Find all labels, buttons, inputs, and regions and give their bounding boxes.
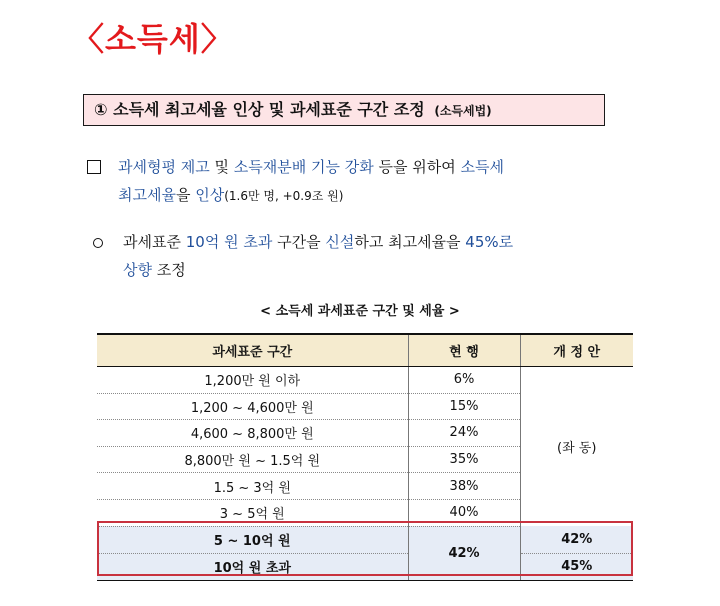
current-rate-cell: 38% [408,473,520,500]
point2-line1 [123,229,513,255]
bracket-cell: 4,600 ~ 8,800만 원 [97,420,408,447]
bracket-cell: 1.5 ~ 3억 원 [97,473,408,500]
bracket-cell: 10억 원 초과 [97,553,408,580]
point1-text: 인상 [195,186,225,204]
point2-text: 하고 최고세율을 [354,233,466,251]
point1-text: 최고세율 [118,186,176,204]
current-rate-cell: 6% [408,367,520,394]
point2-text: 과세표준 [123,233,186,251]
point1-text: 을 [175,186,196,204]
current-rate-cell: 15% [408,393,520,420]
highlight-row [97,526,633,553]
point1-text: 과세형평 제고 [118,158,210,176]
point1-line2 [118,182,343,209]
bracket-cell: 5 ~ 10억 원 [97,526,408,553]
header-current: 현 행 [408,334,520,367]
current-rate-cell: 24% [408,420,520,447]
bracket-cell: 1,200만 원 이하 [97,367,408,394]
point2-text: 신설 [325,233,355,251]
section-heading [83,94,605,126]
bracket-cell: 3 ~ 5억 원 [97,499,408,526]
bracket-cell: 8,800만 원 ~ 1.5억 원 [97,446,408,473]
highlight-row [97,553,633,580]
circle-bullet-icon [93,238,103,248]
header-bracket: 과세표준 구간 [97,334,408,367]
point2-text: 조정 [151,261,186,279]
point1-text: 소득세 [460,158,504,176]
proposed-rate-cell: 45% [520,553,633,580]
table-header-row [97,334,633,367]
point2-text: 상향 [123,261,152,279]
bracket-cell: 1,200 ~ 4,600만 원 [97,393,408,420]
table-row [97,367,633,394]
current-rate-cell: 42% [408,526,520,580]
proposed-rate-cell: 42% [520,526,633,553]
same-as-left-cell: (좌 동) [557,441,597,457]
current-rate-cell: 35% [408,446,520,473]
point1-line1 [118,154,504,180]
current-rate-cell: 40% [408,499,520,526]
section-heading-law: (소득세법) [434,104,492,118]
point2-line2 [123,257,186,283]
point1-text: 소득재분배 기능 강화 [233,158,374,176]
section-heading-label: ① 소득세 최고세율 인상 및 과세표준 구간 조정 [94,100,425,119]
point1-text: 등을 위하여 [373,158,461,176]
point2-text: 구간을 [272,233,326,251]
table-caption: < 소득세 과세표준 구간 및 세율 > [260,304,460,319]
page-title: 〈소득세〉 [72,20,234,58]
point2-text: 10억 원 초과 [185,233,273,251]
point1-text: 및 [209,158,234,176]
point1-note: (1.6만 명, +0.9조 원) [224,189,344,203]
point2-text: 45%로 [465,233,514,251]
tax-rate-table [97,333,633,581]
square-bullet-icon [87,160,101,174]
header-proposed: 개 정 안 [520,334,633,367]
